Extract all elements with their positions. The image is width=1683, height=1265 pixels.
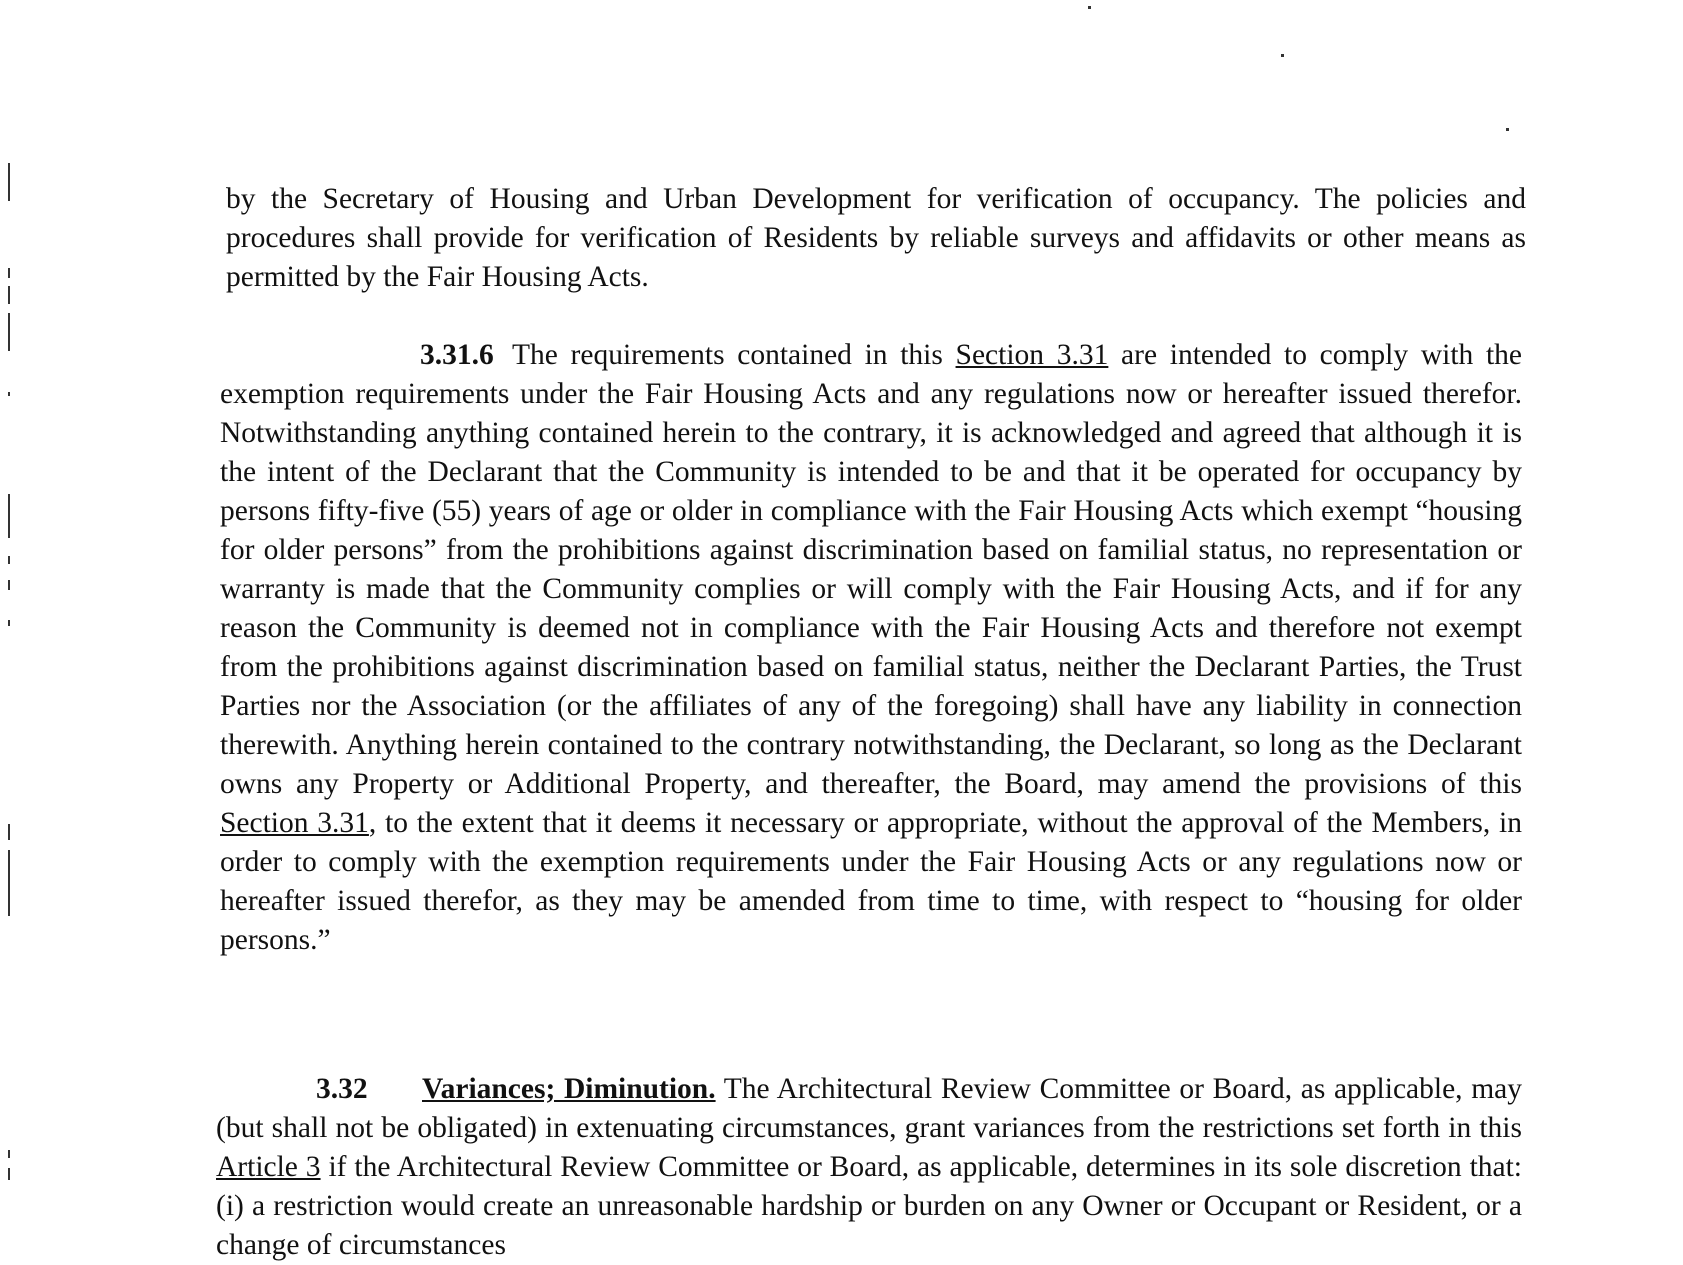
paragraph-continuation	[226, 180, 1526, 297]
scan-mark	[8, 313, 10, 351]
scan-mark	[8, 556, 10, 564]
scan-mark	[8, 163, 10, 201]
paragraph-text: by the Secretary of Housing and Urban Development for verification of occupancy. The policies and procedures shall provide for verification of Residents by reliable surveys and affidavits or other means as permitted by the Fair Housing Acts.	[226, 183, 1526, 293]
paragraph-text: The Architectural Review Committee or Board, as applicable, may (but shall not be obligated) in extenuating circumstances, grant variances from the restrictions set forth in this	[216, 1073, 1522, 1144]
section-reference: Section 3.31	[955, 339, 1109, 371]
paragraph-text: if the Architectural Review Committee or Board, as applicable, determines in its sole discretion that: (i) a restriction would create an unreasonable hardship or burden on any Owner or Occupant or Resident, or a change of circumstances	[216, 1151, 1522, 1261]
scan-mark	[8, 580, 10, 590]
scan-mark	[8, 392, 10, 396]
scan-mark	[8, 1150, 10, 1158]
scan-mark	[8, 1168, 10, 1180]
scan-mark	[1281, 54, 1284, 57]
scan-mark	[8, 824, 10, 840]
paragraph-3-31-6	[220, 336, 1522, 960]
section-number: 3.32	[316, 1073, 368, 1105]
scan-mark	[8, 286, 10, 304]
scan-mark	[1088, 6, 1091, 9]
scan-mark	[8, 850, 10, 916]
section-reference: Section 3.31	[220, 807, 369, 839]
paragraph-text: The requirements contained in this	[512, 339, 956, 371]
section-heading: Variances; Diminution.	[422, 1073, 716, 1105]
scan-mark	[8, 620, 10, 626]
scan-mark	[8, 494, 10, 538]
scan-mark	[1506, 128, 1509, 131]
paragraph-text: are intended to comply with the exemption requirements under the Fair Housing Acts and any regulations now or hereafter issued therefor. Notwithstanding anything contained herein to the contrary, it is acknowledged and agreed that although it is the intent of the Declarant that the Community is intended to be and that it be operated for occupancy by persons fifty-five (55) years of age or older in compliance with the Fair Housing Acts which exempt “housing for older persons” from the prohibitions against discrimination based on familial status, no representation or warranty is made that the Community complies or will comply with the Fair Housing Acts, and if for any reason the Community is deemed not in compliance with the Fair Housing Acts and therefore not exempt from the prohibitions against discrimination based on familial status, neither the Declarant Parties, the Trust Parties nor the Association (or the affiliates of any of the foregoing) shall have any liability in connection therewith. Anything herein contained to the contrary notwithstanding, the Declarant, so long as the Declarant owns any Property or Additional Property, and thereafter, the Board, may amend the provisions of this	[220, 339, 1522, 800]
article-reference: Article 3	[216, 1151, 321, 1183]
scan-mark	[8, 268, 10, 278]
paragraph-text: , to the extent that it deems it necessary or appropriate, without the approval of the Members, in order to comply with the exemption requirements under the Fair Housing Acts or any regulations now or hereafter issued therefor, as they may be amended from time to time, with respect to “housing for older persons.”	[220, 807, 1522, 956]
section-number: 3.31.6	[420, 339, 494, 371]
